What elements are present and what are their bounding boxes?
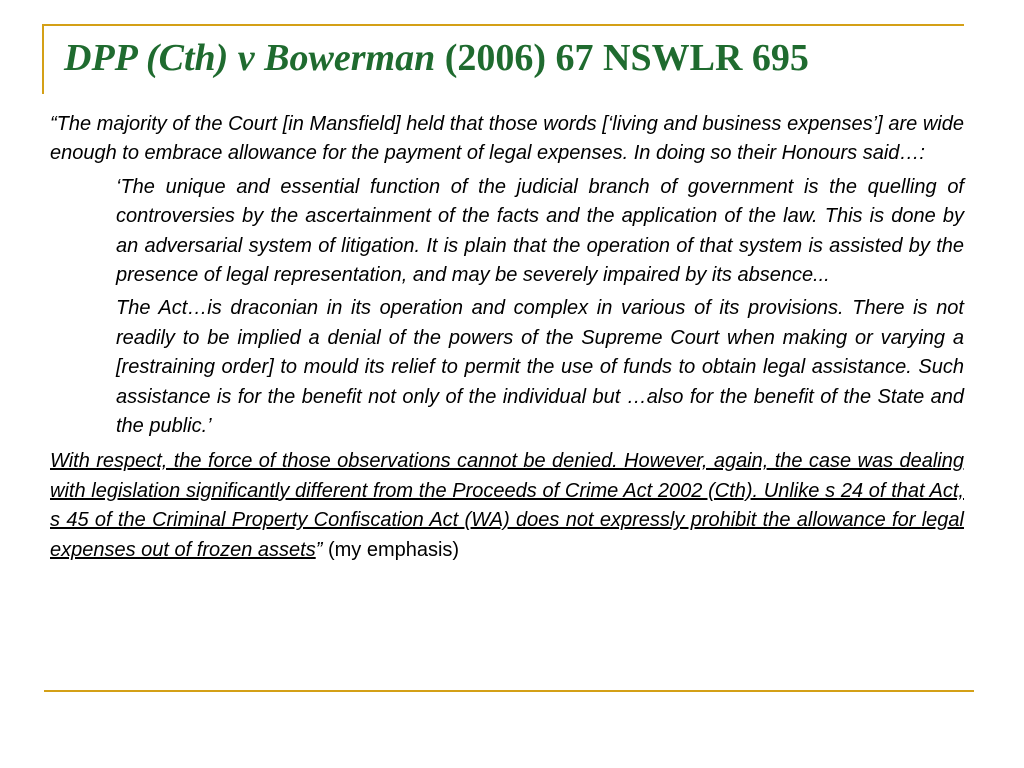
- emphasized-text: With respect, the force of those observations cannot be denied. However, again, the case was dealing with legislation significantly different from the Proceeds of Crime Act 2002 (Cth). Unlike s 24 of that Act, s 45 of the Criminal Property Confiscation Act (WA) does not expressly prohibit the allowance for legal expenses out of frozen assets: [50, 450, 964, 561]
- case-name: DPP (Cth) v Bowerman: [64, 37, 436, 79]
- emphasis-note: (my emphasis): [322, 538, 460, 561]
- quote-paragraph-1: ‘The unique and essential function of the judicial branch of government is the quelling of controversies by the ascertainment of the facts and the application of the law. This is done by an adversarial system of litigation. It is plain that the operation of that system is assisted by the presence of legal representation, and may be severely impaired by its absence...: [116, 175, 964, 287]
- left-rule: [42, 24, 44, 94]
- slide-body: [50, 110, 964, 565]
- intro-paragraph: “The majority of the Court [in Mansfield] held that those words [‘living and business expenses’] are wide enough to embrace allowance for the payment of legal expenses. In doing so their Honours said…:: [50, 113, 964, 165]
- bottom-rule: [44, 690, 974, 692]
- top-rule: [44, 24, 964, 26]
- slide-title: [64, 38, 809, 80]
- closing-paragraph: [50, 447, 964, 565]
- quote-paragraph-2: The Act…is draconian in its operation and complex in various of its provisions. There is not readily to be implied a denial of the powers of the Supreme Court when making or varying a [restraining order] to mould its relief to permit the use of funds to obtain legal assistance. Such assistance is for the benefit not only of the individual but …also for the benefit of the State and the public.’: [116, 297, 964, 438]
- citation: (2006) 67 NSWLR 695: [435, 37, 809, 79]
- closing-quote-mark: ”: [315, 538, 323, 561]
